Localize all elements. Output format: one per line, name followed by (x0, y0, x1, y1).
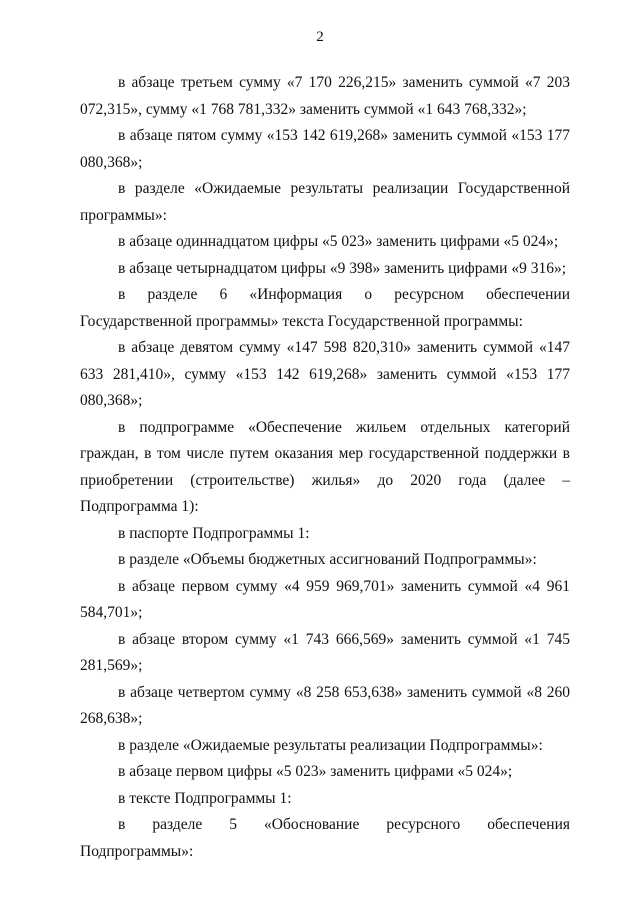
paragraph-16: в тексте Подпрограммы 1: (118, 789, 292, 807)
document-body (80, 70, 570, 865)
paragraph-12: в абзаце втором сумму «1 743 666,569» заменить суммой «1 745 281,569»; (80, 630, 570, 674)
paragraph-7: в абзаце девятом сумму «147 598 820,310» заменить суммой «147 633 281,410», сумму «153 142 619,268» заменить суммой «153 177 080,368»; (80, 339, 570, 409)
paragraph-11: в абзаце первом сумму «4 959 969,701» заменить суммой «4 961 584,701»; (80, 577, 570, 621)
paragraph-15: в абзаце первом цифры «5 023» заменить цифрами «5 024»; (118, 763, 513, 780)
paragraph-4: в абзаце одиннадцатом цифры «5 023» заменить цифрами «5 024»; (118, 233, 559, 250)
paragraph-14: в разделе «Ожидаемые результаты реализации Подпрограммы»: (118, 736, 543, 754)
page-number: 2 (316, 29, 324, 45)
paragraph-17: в разделе 5 «Обоснование ресурсного обеспечения Подпрограммы»: (80, 816, 570, 860)
paragraph-6: в разделе 6 «Информация о ресурсном обеспечении Государственной программы» текста Государственной программы: (80, 286, 570, 330)
paragraph-2: в абзаце пятом сумму «153 142 619,268» заменить суммой «153 177 080,368»; (80, 127, 570, 171)
paragraph-3: в разделе «Ожидаемые результаты реализации Государственной программы»: (80, 180, 570, 224)
paragraph-10: в разделе «Объемы бюджетных ассигнований Подпрограммы»: (118, 551, 537, 568)
paragraph-9: в паспорте Подпрограммы 1: (118, 524, 310, 542)
paragraph-13: в абзаце четвертом сумму «8 258 653,638» заменить суммой «8 260 268,638»; (80, 683, 570, 727)
paragraph-5: в абзаце четырнадцатом цифры «9 398» заменить цифрами «9 316»; (118, 259, 567, 277)
paragraph-8: в подпрограмме «Обеспечение жильем отдельных категорий граждан, в том числе путем оказания мер государственной поддержки в приобретении (строительстве) жилья» до 2020 года (далее – Подпрограмма 1): (80, 418, 570, 515)
paragraph-1: в абзаце третьем сумму «7 170 226,215» заменить суммой «7 203 072,315», сумму «1 768 781,332» заменить суммой «1 643 768,332»; (80, 74, 570, 118)
